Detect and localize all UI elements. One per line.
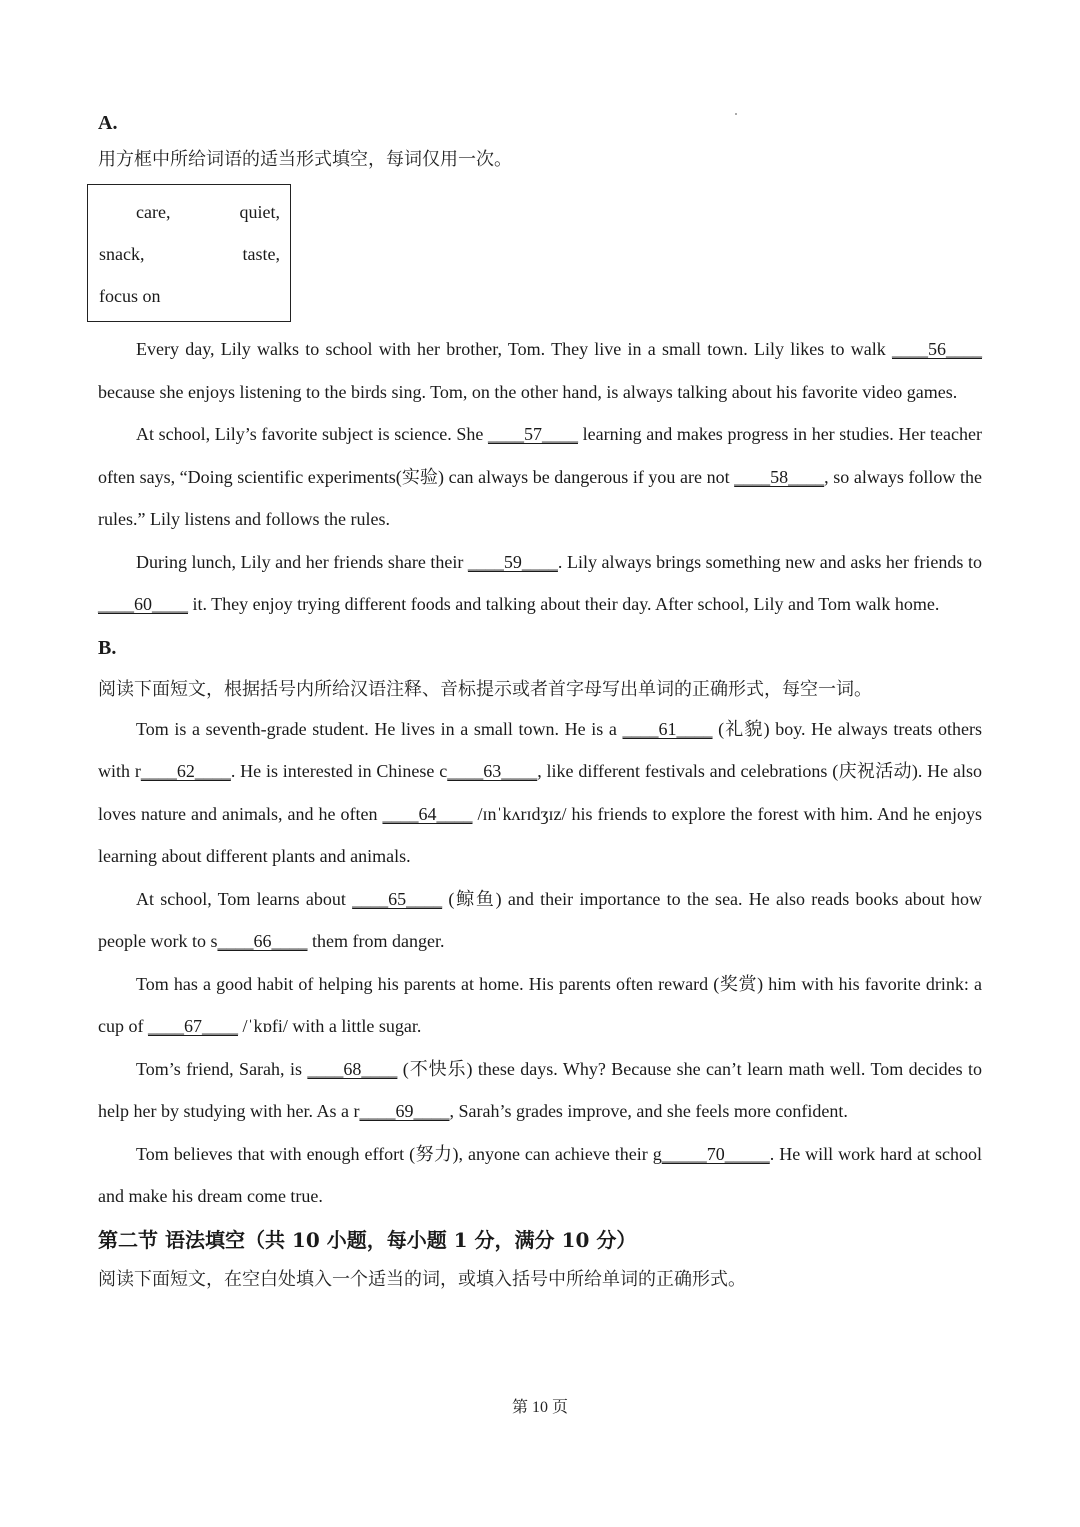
word-snack: snack,: [99, 244, 145, 264]
word-box-row: [88, 233, 280, 275]
passage-text: Tom believes that with enough effort (努力), anyone can achieve their g: [136, 1143, 662, 1164]
passage-text: Tom has a good habit of helping his parents at home. His parents often reward (奖赏) him with his favorite drink: a cup of: [98, 973, 982, 1036]
passage-paragraph: [98, 708, 982, 878]
word-focus-on: focus on: [99, 286, 161, 306]
answer-blank[interactable]: ____69____: [359, 1101, 450, 1121]
answer-blank[interactable]: ____60____: [98, 594, 188, 614]
answer-blank[interactable]: ____59____: [467, 551, 558, 572]
answer-blank[interactable]: ____62____: [140, 761, 231, 781]
passage-paragraph: [98, 878, 982, 963]
word-box-row: [88, 191, 280, 233]
answer-blank[interactable]: ____58____: [734, 466, 825, 487]
passage-text: . He is interested in Chinese c: [230, 761, 448, 781]
section-2-heading: 第二节 语法填空（共 10 小题，每小题 1 分，满分 10 分）: [98, 1227, 637, 1252]
answer-blank[interactable]: ____57____: [487, 424, 578, 444]
section-b-passage: [98, 708, 982, 1218]
passage-paragraph: [98, 1133, 982, 1218]
answer-blank[interactable]: ____61____: [622, 718, 713, 739]
passage-paragraph: [98, 1048, 982, 1133]
word-quiet: quiet,: [239, 202, 280, 222]
passage-paragraph: [98, 963, 982, 1048]
word-taste: taste,: [242, 244, 280, 264]
word-box: [87, 184, 291, 322]
passage-text: them from danger.: [307, 931, 445, 951]
passage-text: Tom is a seventh-grade student. He lives in a small town. He is a: [136, 718, 623, 739]
section-b-instruction: 阅读下面短文，根据括号内所给汉语注释、音标提示或者首字母写出单词的正确形式，每空一词。: [98, 678, 872, 699]
passage-paragraph: [98, 328, 982, 413]
passage-text: At school, Lily’s favorite subject is science. She: [136, 424, 488, 444]
passage-paragraph: [98, 541, 982, 626]
page-number: 第 10 页: [511, 1399, 568, 1416]
word-box-row: [88, 275, 280, 317]
passage-text: At school, Tom learns about: [136, 888, 353, 909]
answer-blank[interactable]: ____56____: [892, 339, 982, 359]
passage-text: learning and makes progress in her studies. Her teacher often says, “Doing scientific experiments(实验) can always be dangerous if you are not: [98, 424, 982, 487]
section-2-instruction: 阅读下面短文，在空白处填入一个适当的词，或填入括号中所给单词的正确形式。: [98, 1268, 746, 1289]
passage-text: /ɪnˈkʌrɪdʒɪz/ his friends to explore the forest with him. And he enjoys learning about different plants and animals.: [98, 803, 982, 866]
passage-text: /ˈkɒfi/ with a little sugar.: [237, 1016, 422, 1036]
passage-text: because she enjoys listening to the birds sing. Tom, on the other hand, is always talking about his favorite video games.: [98, 381, 958, 402]
passage-text: , like different festivals and celebrations (庆祝活动). He also loves nature and animals, and he often: [98, 761, 982, 824]
passage-text: (不快乐) these days. Why? Because she can’t learn math well. Tom decides to help her by studying with her. As a r: [98, 1058, 982, 1121]
section-a-instruction: 用方框中所给词语的适当形式填空，每词仅用一次。: [98, 149, 512, 169]
passage-text: . Lily always brings something new and asks her friends to: [557, 551, 982, 572]
passage-text: Tom’s friend, Sarah, is: [136, 1058, 308, 1079]
section-a-heading: A.: [98, 112, 118, 134]
passage-text: (鲸鱼) and their importance to the sea. He also reads books about how people work to s: [98, 888, 982, 951]
answer-blank[interactable]: ____66____: [217, 931, 308, 951]
answer-blank[interactable]: ____64____: [382, 803, 473, 824]
answer-blank[interactable]: ____68____: [307, 1058, 398, 1079]
exam-page: [98, 108, 982, 1296]
passage-paragraph: [98, 413, 982, 541]
passage-text: (礼貌) boy. He always treats others with r: [98, 718, 983, 781]
word-care: care,: [136, 202, 171, 222]
answer-blank[interactable]: ____65____: [352, 888, 443, 909]
section-a-passage: [98, 328, 982, 626]
answer-blank[interactable]: ____67____: [147, 1016, 238, 1036]
passage-text: , so always follow the rules.” Lily listens and follows the rules.: [98, 466, 982, 529]
passage-text: , Sarah’s grades improve, and she feels more confident.: [449, 1101, 848, 1121]
passage-text: Every day, Lily walks to school with her brother, Tom. They live in a small town. Lily likes to walk: [136, 339, 892, 359]
answer-blank[interactable]: _____70_____: [661, 1143, 770, 1164]
section-b-heading: B.: [98, 636, 117, 659]
passage-text: . He will work hard at school and make his dream come true.: [98, 1143, 982, 1206]
answer-blank[interactable]: ____63____: [447, 761, 538, 781]
passage-text: it. They enjoy trying different foods and talking about their day. After school, Lily and Tom walk home.: [188, 594, 940, 614]
passage-text: During lunch, Lily and her friends share their: [136, 551, 468, 572]
